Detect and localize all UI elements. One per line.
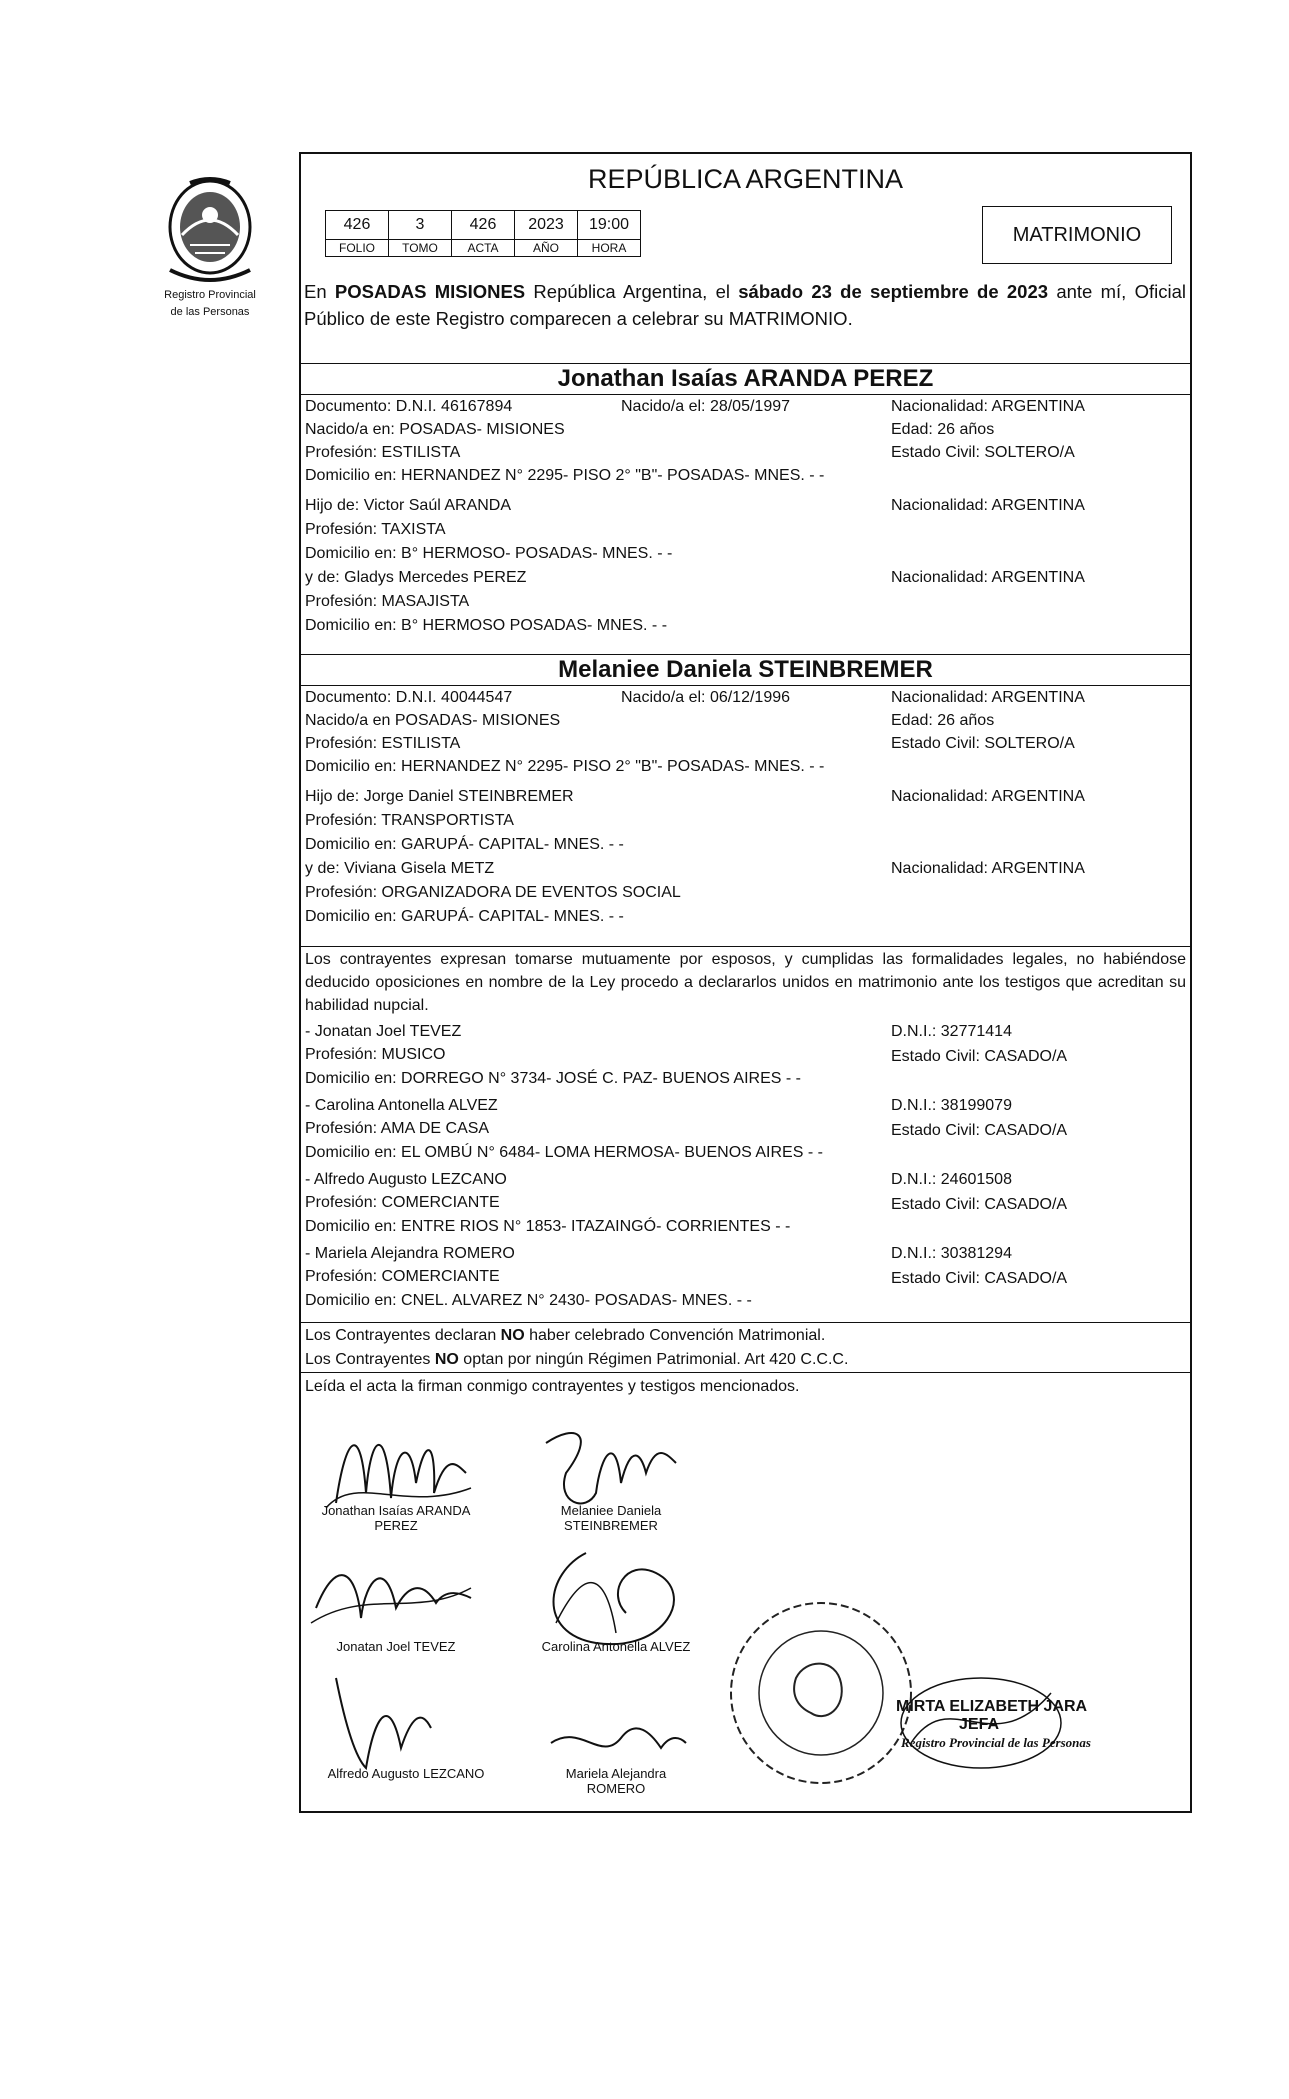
intro-place: POSADAS MISIONES [334, 281, 526, 302]
tomo-label: TOMO [389, 240, 452, 257]
witness-4-signature [541, 1693, 691, 1773]
signing-statement: Leída el acta la firman conmigo contrayentes y testigos mencionados. [305, 1378, 800, 1395]
tomo-value: 3 [389, 211, 452, 240]
bride-father: Hijo de: Jorge Daniel STEINBREMER [305, 788, 574, 805]
groom-address: Domicilio en: HERNANDEZ N° 2295- PISO 2° "B"- POSADAS- MNES. - - [305, 467, 825, 484]
certificate-title: REPÚBLICA ARGENTINA [587, 164, 904, 194]
witness-4-civil-status: Estado Civil: CASADO/A [891, 1270, 1068, 1287]
registry-seal [726, 1598, 916, 1788]
convention-line-1: Los Contrayentes declaran NO haber celebrado Convención Matrimonial. [305, 1327, 826, 1344]
groom-profession: Profesión: ESTILISTA [305, 444, 461, 461]
witness-1-address: Domicilio en: DORREGO N° 3734- JOSÉ C. PAZ- BUENOS AIRES - - [305, 1070, 801, 1087]
conventions-section [301, 1322, 1190, 1368]
officer-name: MIRTA ELIZABETH JARA [896, 1698, 1088, 1715]
groom-mother-nationality: Nacionalidad: ARGENTINA [891, 569, 1085, 586]
bride-mother-nationality: Nacionalidad: ARGENTINA [891, 860, 1085, 877]
groom-age: Edad: 26 años [891, 421, 995, 438]
witness-3-dni: D.N.I.: 24601508 [891, 1171, 1012, 1188]
hora-value: 19:00 [578, 211, 641, 240]
bride-details [301, 685, 1190, 925]
groom-mother: y de: Gladys Mercedes PEREZ [305, 569, 527, 586]
witness-3-signature-label: Alfredo Augusto LEZCANO [327, 1766, 485, 1781]
witness-3-name: - Alfredo Augusto LEZCANO [305, 1171, 507, 1188]
bride-signature-label: Melaniee Daniela STEINBREMER [560, 1503, 662, 1533]
bride-birthplace: Nacido/a en POSADAS- MISIONES [305, 712, 561, 729]
witness-1-name: - Jonatan Joel TEVEZ [305, 1023, 462, 1040]
witness-4-dni: D.N.I.: 30381294 [891, 1245, 1012, 1262]
witness-1-dni: D.N.I.: 32771414 [891, 1023, 1012, 1040]
officer-organization: Registro Provincial de las Personas [901, 1735, 1091, 1750]
acta-value: 426 [452, 211, 515, 240]
intro-date: sábado 23 de septiembre de 2023 [738, 281, 1049, 302]
folio-label: FOLIO [326, 240, 389, 257]
groom-civil-status: Estado Civil: SOLTERO/A [891, 444, 1075, 461]
groom-birthdate: Nacido/a el: 28/05/1997 [621, 398, 791, 415]
groom-signature-label: Jonathan Isaías ARANDA PEREZ [321, 1503, 471, 1533]
witness-1-civil-status: Estado Civil: CASADO/A [891, 1048, 1068, 1065]
groom-mother-profession: Profesión: MASAJISTA [305, 593, 470, 610]
acta-label: ACTA [452, 240, 515, 257]
witness-2-name: - Carolina Antonella ALVEZ [305, 1097, 498, 1114]
intro-text: En POSADAS MISIONES República Argentina, el sábado 23 de septiembre de 2023 ante mí, Oficial Público de este Registro comparecen a celebrar su MATRIMONIO. [304, 281, 1186, 329]
witness-4-name: - Mariela Alejandra ROMERO [305, 1245, 515, 1262]
registry-logo [140, 175, 280, 319]
anio-label: AÑO [515, 240, 578, 257]
bride-civil-status: Estado Civil: SOLTERO/A [891, 735, 1075, 752]
record-table [325, 210, 641, 257]
groom-birthplace: Nacido/a en: POSADAS- MISIONES [305, 421, 565, 438]
bride-age: Edad: 26 años [891, 712, 995, 729]
witnesses-section [301, 946, 1190, 1309]
officer-role: JEFA [959, 1716, 1000, 1733]
signatures-section [301, 1372, 1190, 1811]
bride-address: Domicilio en: HERNANDEZ N° 2295- PISO 2° "B"- POSADAS- MNES. - - [305, 758, 825, 775]
bride-father-address: Domicilio en: GARUPÁ- CAPITAL- MNES. - - [305, 836, 624, 853]
provincial-crest-icon [160, 175, 260, 285]
convention-line-2: Los Contrayentes NO optan por ningún Régimen Patrimonial. Art 420 C.C.C. [305, 1351, 849, 1368]
groom-nationality: Nacionalidad: ARGENTINA [891, 398, 1085, 415]
anio-value: 2023 [515, 211, 578, 240]
bride-birthdate: Nacido/a el: 06/12/1996 [621, 689, 791, 706]
logo-caption-1: Registro Provincial [164, 289, 256, 301]
bride-mother-profession: Profesión: ORGANIZADORA DE EVENTOS SOCIAL [305, 884, 681, 901]
declaration-text: Los contrayentes expresan tomarse mutuamente por esposos, y cumplidas las formalidades legales, no habiéndose deducido oposiciones en nombre de la Ley procedo a declararlos unidos en matrimonio ante los testigos que acreditan su habilidad nupcial. [305, 951, 1186, 1014]
bride-document: Documento: D.N.I. 40044547 [305, 689, 513, 706]
marriage-certificate [299, 152, 1192, 1813]
groom-mother-address: Domicilio en: B° HERMOSO POSADAS- MNES. - - [305, 617, 668, 634]
bride-section [301, 654, 1190, 683]
witness-2-profession: Profesión: AMA DE CASA [305, 1120, 490, 1137]
logo-caption-2: de las Personas [170, 306, 250, 318]
groom-section [301, 363, 1190, 392]
witness-2-signature-label: Carolina Antonella ALVEZ [541, 1639, 691, 1654]
witness-1-profession: Profesión: MUSICO [305, 1046, 446, 1063]
witness-4-signature-label: Mariela Alejandra ROMERO [565, 1766, 667, 1796]
act-type-box: MATRIMONIO [982, 206, 1172, 264]
groom-details [301, 394, 1190, 634]
witness-3-profession: Profesión: COMERCIANTE [305, 1194, 500, 1211]
witness-3-civil-status: Estado Civil: CASADO/A [891, 1196, 1068, 1213]
groom-name: Jonathan Isaías ARANDA PEREZ [557, 365, 934, 392]
witness-3-signature [321, 1668, 471, 1778]
witness-2-civil-status: Estado Civil: CASADO/A [891, 1122, 1068, 1139]
groom-father-address: Domicilio en: B° HERMOSO- POSADAS- MNES. - - [305, 545, 673, 562]
bride-name: Melaniee Daniela STEINBREMER [558, 656, 933, 683]
groom-father-profession: Profesión: TAXISTA [305, 521, 446, 538]
witness-2-address: Domicilio en: EL OMBÚ N° 6484- LOMA HERMOSA- BUENOS AIRES - - [305, 1144, 823, 1161]
witness-2-signature [526, 1533, 706, 1683]
groom-father-nationality: Nacionalidad: ARGENTINA [891, 497, 1085, 514]
bride-mother-address: Domicilio en: GARUPÁ- CAPITAL- MNES. - - [305, 908, 624, 925]
hora-label: HORA [578, 240, 641, 257]
bride-father-profession: Profesión: TRANSPORTISTA [305, 812, 514, 829]
bride-mother: y de: Viviana Gisela METZ [305, 860, 495, 877]
witness-1-signature [306, 1548, 476, 1638]
bride-nationality: Nacionalidad: ARGENTINA [891, 689, 1085, 706]
bride-profession: Profesión: ESTILISTA [305, 735, 461, 752]
witness-3-address: Domicilio en: ENTRE RIOS N° 1853- ITAZAINGÓ- CORRIENTES - - [305, 1218, 791, 1235]
witness-2-dni: D.N.I.: 38199079 [891, 1097, 1012, 1114]
witness-1-signature-label: Jonatan Joel TEVEZ [336, 1639, 456, 1654]
bride-father-nationality: Nacionalidad: ARGENTINA [891, 788, 1085, 805]
witness-4-address: Domicilio en: CNEL. ALVAREZ N° 2430- POSADAS- MNES. - - [305, 1292, 752, 1309]
groom-father: Hijo de: Victor Saúl ARANDA [305, 497, 512, 514]
witness-4-profession: Profesión: COMERCIANTE [305, 1268, 500, 1285]
groom-document: Documento: D.N.I. 46167894 [305, 398, 513, 415]
folio-value: 426 [326, 211, 389, 240]
